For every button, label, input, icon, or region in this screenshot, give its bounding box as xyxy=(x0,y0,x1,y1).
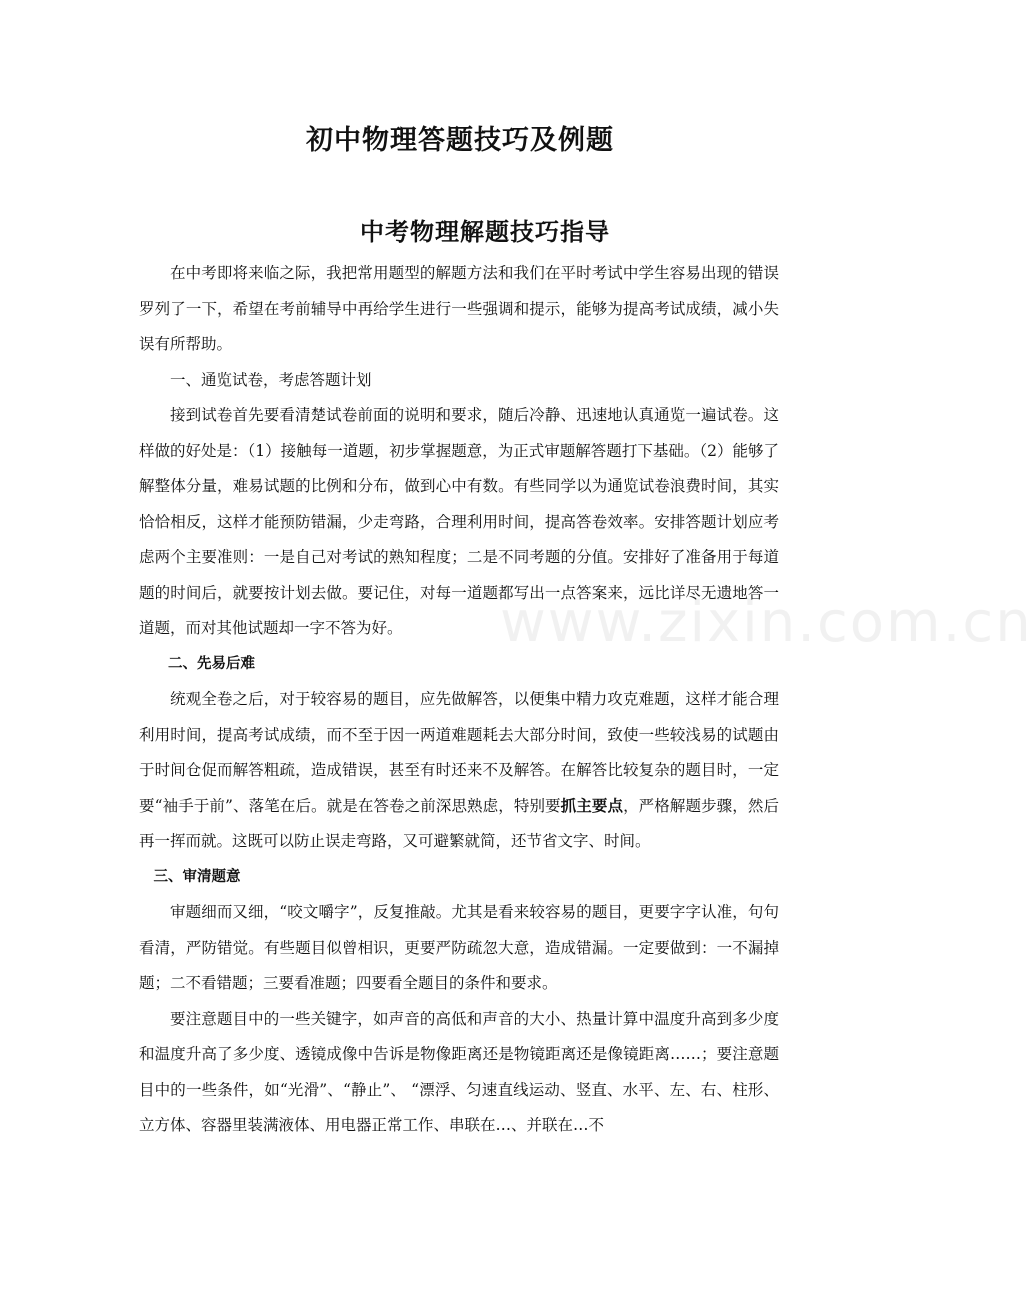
section-1-heading: 一、通览试卷，考虑答题计划 xyxy=(170,370,372,389)
document-body xyxy=(139,256,779,1144)
section-2-text-end: ，严格解题步骤，然后再一挥而就。这既可以防止误走弯路，又可避繁就简，还节省文字、时间。 xyxy=(139,796,779,850)
watermark: www.zixin.com.cn xyxy=(500,590,1033,655)
section-2-paragraph xyxy=(139,682,779,860)
section-2-heading: 二、先易后难 xyxy=(168,655,255,672)
section-2-text-start: 统观全卷之后，对于较容易的题目，应先做解答，以便集中精力攻克难题，这样才能合理利用时间，提高考试成绩，而不至于因一两道难题耗去大部分时间，致使一些较浅易的试题由于时间仓促而解答粗疏，造成错误，甚至有时还来不及解答。在解答比较复杂的题目时，一定要“袖手于前”、落笔在后。就是在答卷之前深思熟虑，特别要 xyxy=(139,690,779,815)
document-title: 初中物理答题技巧及例题 xyxy=(306,125,614,156)
section-3-paragraph-1: 审题细而又细，“咬文嚼字”，反复推敲。尤其是看来较容易的题目，更要字字认准，句句看清，严防错觉。有些题目似曾相识，更要严防疏忽大意，造成错漏。一定要做到：一不漏掉题；二不看错题；三要看准题；四要看全题目的条件和要求。 xyxy=(139,903,779,992)
document-subtitle: 中考物理解题技巧指导 xyxy=(360,218,610,246)
intro-paragraph: 在中考即将来临之际，我把常用题型的解题方法和我们在平时考试中学生容易出现的错误罗列了一下，希望在考前辅导中再给学生进行一些强调和提示，能够为提高考试成绩，减小失误有所帮助。 xyxy=(139,264,779,353)
section-1-paragraph: 接到试卷首先要看清楚试卷前面的说明和要求，随后冷静、迅速地认真通览一遍试卷。这样做的好处是：（1）接触每一道题，初步掌握题意，为正式审题解答题打下基础。（2）能够了解整体分量，难易试题的比例和分布，做到心中有数。有些同学以为通览试卷浪费时间，其实恰恰相反，这样才能预防错漏，少走弯路，合理利用时间，提高答卷效率。安排答题计划应考虑两个主要准则：一是自己对考试的熟知程度；二是不同考题的分值。安排好了准备用于每道题的时间后，就要按计划去做。要记住，对每一道题都写出一点答案来，远比详尽无遗地答一道题，而对其他试题却一字不答为好。 xyxy=(139,406,779,637)
section-3-heading: 三、审清题意 xyxy=(153,868,241,885)
section-2-emphasis: 抓主要点 xyxy=(560,796,624,815)
section-3-paragraph-2: 要注意题目中的一些关键字，如声音的高低和声音的大小、热量计算中温度升高到多少度和温度升高了多少度、透镜成像中告诉是物像距离还是物镜距离还是像镜距离……；要注意题目中的一些条件，如“光滑”、“静止”、 “漂浮、匀速直线运动、竖直、水平、左、右、柱形、立方体、容器里装满液体、用电器正常工作、串联在…、并联在…不 xyxy=(139,1009,779,1134)
